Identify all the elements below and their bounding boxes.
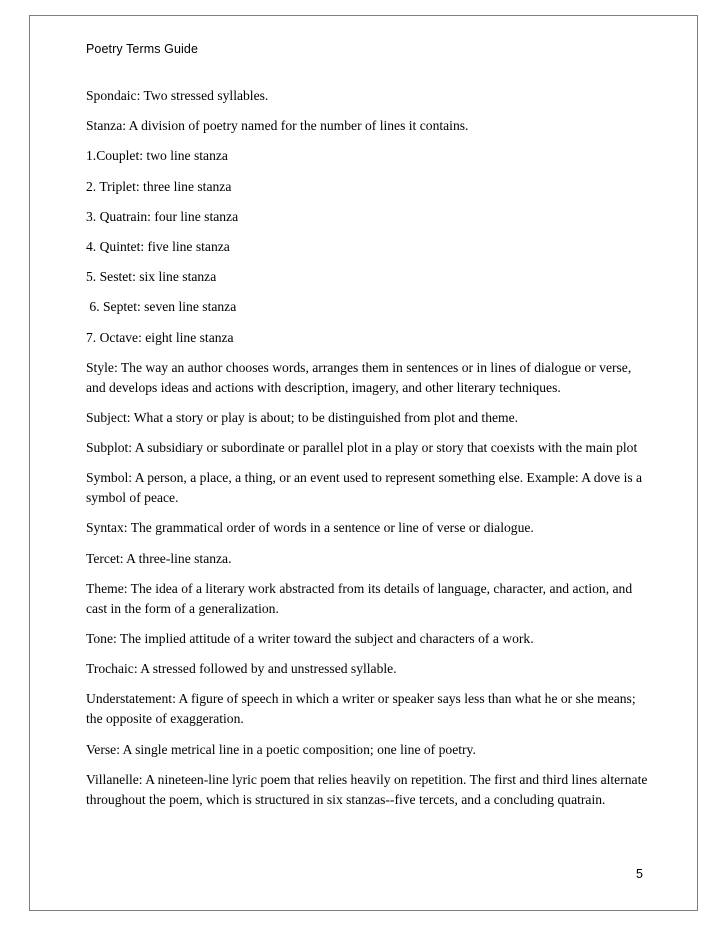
glossary-entry-tone: Tone: The implied attitude of a writer toward the subject and characters of a work. xyxy=(86,631,534,646)
glossary-entry-understatement: Understatement: A figure of speech in which a writer or speaker says less than what he or she means; the opposite of exaggeration. xyxy=(86,691,636,727)
glossary-entry-septet: 6. Septet: seven line stanza xyxy=(86,299,237,315)
glossary-entry-subplot: Subplot: A subsidiary or subordinate or parallel plot in a play or story that coexists with the main plot xyxy=(86,440,638,456)
glossary-entry-verse: Verse: A single metrical line in a poetic composition; one line of poetry. xyxy=(86,741,476,757)
glossary-entry-spondaic: Spondaic: Two stressed syllables. xyxy=(86,88,269,103)
glossary-entry-subject: Subject: What a story or play is about; to be distinguished from plot and theme. xyxy=(86,409,519,425)
glossary-entry-syntax: Syntax: The grammatical order of words in a sentence or line of verse or dialogue. xyxy=(86,520,534,536)
glossary-entry-villanelle: Villanelle: A nineteen-line lyric poem that relies heavily on repetition. The first and third lines alternate throughout the poem, which is structured in six stanzas--five tercets, and a concluding quatrain. xyxy=(86,771,648,807)
glossary-entry-style: Style: The way an author chooses words, arranges them in sentences or in lines of dialogue or verse, and develops ideas and actions with description, imagery, and other literary techniques. xyxy=(86,359,632,395)
glossary-entry-quintet: 4. Quintet: five line stanza xyxy=(86,238,230,254)
glossary-entry-quatrain: 3. Quatrain: four line stanza xyxy=(86,208,239,224)
glossary-entry-octave: 7. Octave: eight line stanza xyxy=(86,329,234,345)
glossary-entry-triplet: 2. Triplet: three line stanza xyxy=(86,178,232,194)
glossary-entry-trochaic: Trochaic: A stressed followed by and unstressed syllable. xyxy=(86,661,397,677)
glossary-entry-sestet: 5. Sestet: six line stanza xyxy=(86,269,217,285)
glossary-entry-theme: Theme: The idea of a literary work abstracted from its details of language, character, and action, and cast in the form of a generalization. xyxy=(86,580,633,616)
running-header: Poetry Terms Guide xyxy=(86,42,199,56)
glossary-entry-couplet: 1.Couplet: two line stanza xyxy=(86,148,228,164)
glossary-body xyxy=(86,86,648,820)
glossary-entry-stanza: Stanza: A division of poetry named for the number of lines it contains. xyxy=(86,118,469,134)
glossary-entry-tercet: Tercet: A three-line stanza. xyxy=(86,550,232,566)
glossary-entry-symbol: Symbol: A person, a place, a thing, or an event used to represent something else. Example: A dove is a symbol of peace. xyxy=(86,470,643,506)
page-number: 5 xyxy=(636,867,643,881)
